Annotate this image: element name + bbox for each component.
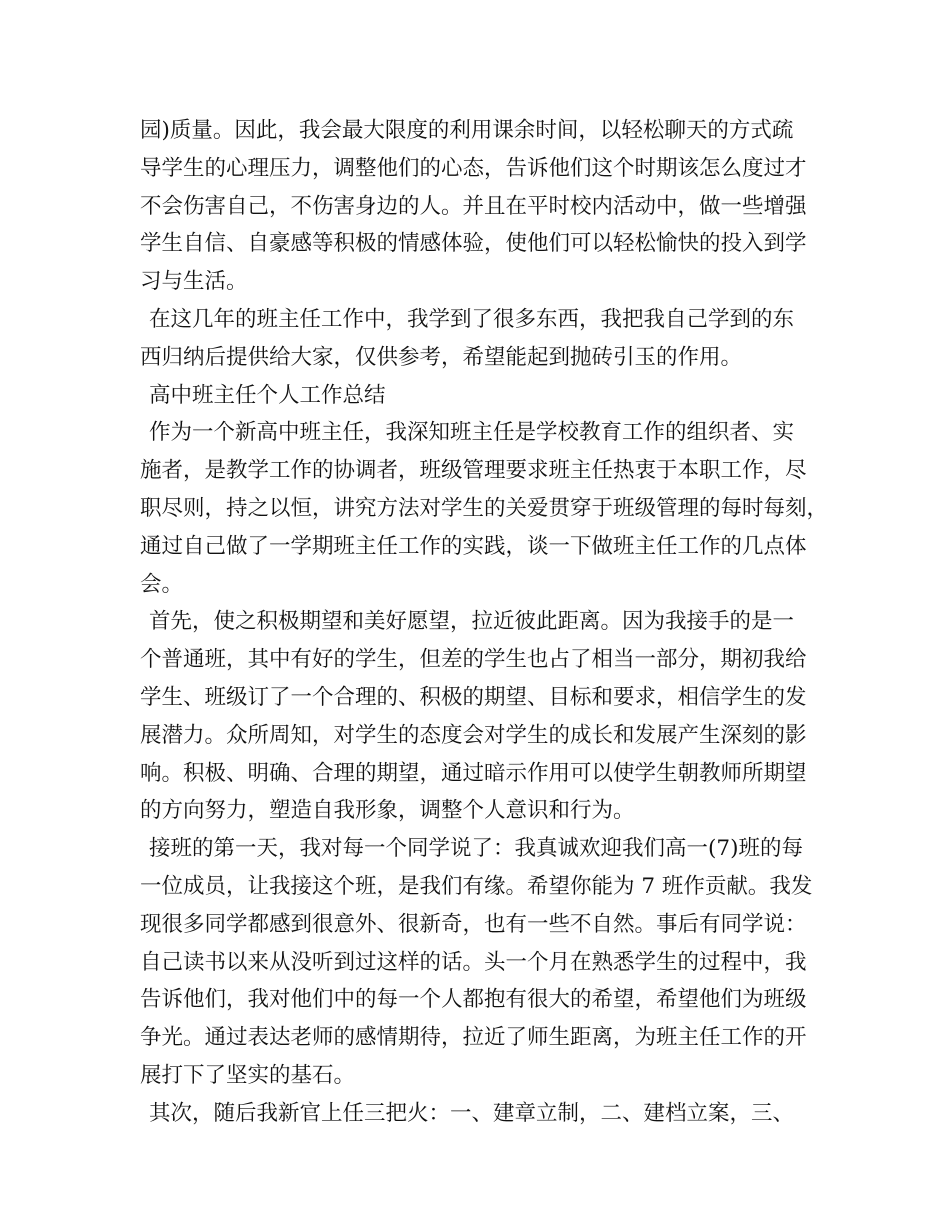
text-line: 学生、班级订了一个合理的、积极的期望、目标和要求，相信学生的发	[140, 684, 807, 710]
text-line: 西归纳后提供给大家，仅供参考，希望能起到抛砖引玉的作用。	[140, 344, 743, 370]
text-line: 导学生的心理压力，调整他们的心态，告诉他们这个时期该怎么度过才	[140, 155, 807, 181]
text-line: 施者，是教学工作的协调者，班级管理要求班主任热衷于本职工作，尽	[140, 458, 807, 484]
document-body	[140, 112, 830, 1133]
text-line: 通过自己做了一学期班主任工作的实践，谈一下做班主任工作的几点体	[140, 533, 807, 559]
text-line: 响。积极、明确、合理的期望，通过暗示作用可以使学生朝教师所期望	[140, 760, 807, 786]
text-line: 展潜力。众所周知，对学生的态度会对学生的成长和发展产生深刻的影	[140, 722, 807, 748]
text-line: 个普通班，其中有好的学生，但差的学生也占了相当一部分，期初我给	[140, 647, 807, 673]
text-line: 一位成员，让我接这个班，是我们有缘。希望你能为 7 班作贡献。我发	[140, 873, 813, 899]
text-line: 职尽则，持之以恒，讲究方法对学生的关爱贯穿于班级管理的每时每刻，	[140, 495, 829, 521]
text-line: 习与生活。	[140, 269, 248, 295]
text-line: 告诉他们，我对他们中的每一个人都抱有很大的希望，希望他们为班级	[140, 987, 807, 1013]
text-line: 展打下了坚实的基石。	[140, 1062, 356, 1088]
text-line: 园)质量。因此，我会最大限度的利用课余时间，以轻松聊天的方式疏	[140, 118, 794, 143]
paragraph-start-line: 作为一个新高中班主任，我深知班主任是学校教育工作的组织者、实	[149, 420, 795, 446]
section-heading: 高中班主任个人工作总结	[149, 382, 386, 408]
text-line: 争光。通过表达老师的感情期待，拉近了师生距离，为班主任工作的开	[140, 1025, 807, 1051]
text-line: 不会伤害自己，不伤害身边的人。并且在平时校内活动中，做一些增强	[140, 193, 807, 219]
text-line: 现很多同学都感到很意外、很新奇，也有一些不自然。事后有同学说：	[140, 911, 807, 937]
paragraph-start-line: 在这几年的班主任工作中，我学到了很多东西，我把我自己学到的东	[149, 306, 795, 332]
text-line: 学生自信、自豪感等积极的情感体验，使他们可以轻松愉快的投入到学	[140, 231, 807, 257]
paragraph-start-line: 接班的第一天，我对每一个同学说了：我真诚欢迎我们高一(7)班的每	[149, 836, 803, 862]
text-line: 的方向努力，塑造自我形象，调整个人意识和行为。	[140, 798, 635, 824]
paragraph-start-line: 首先，使之积极期望和美好愿望，拉近彼此距离。因为我接手的是一	[149, 609, 795, 635]
text-line: 自己读书以来从没听到过这样的话。头一个月在熟悉学生的过程中，我	[140, 949, 807, 975]
paragraph-start-line: 其次，随后我新官上任三把火：一、建章立制，二、建档立案，三、	[149, 1100, 795, 1126]
text-line: 会。	[140, 571, 184, 597]
